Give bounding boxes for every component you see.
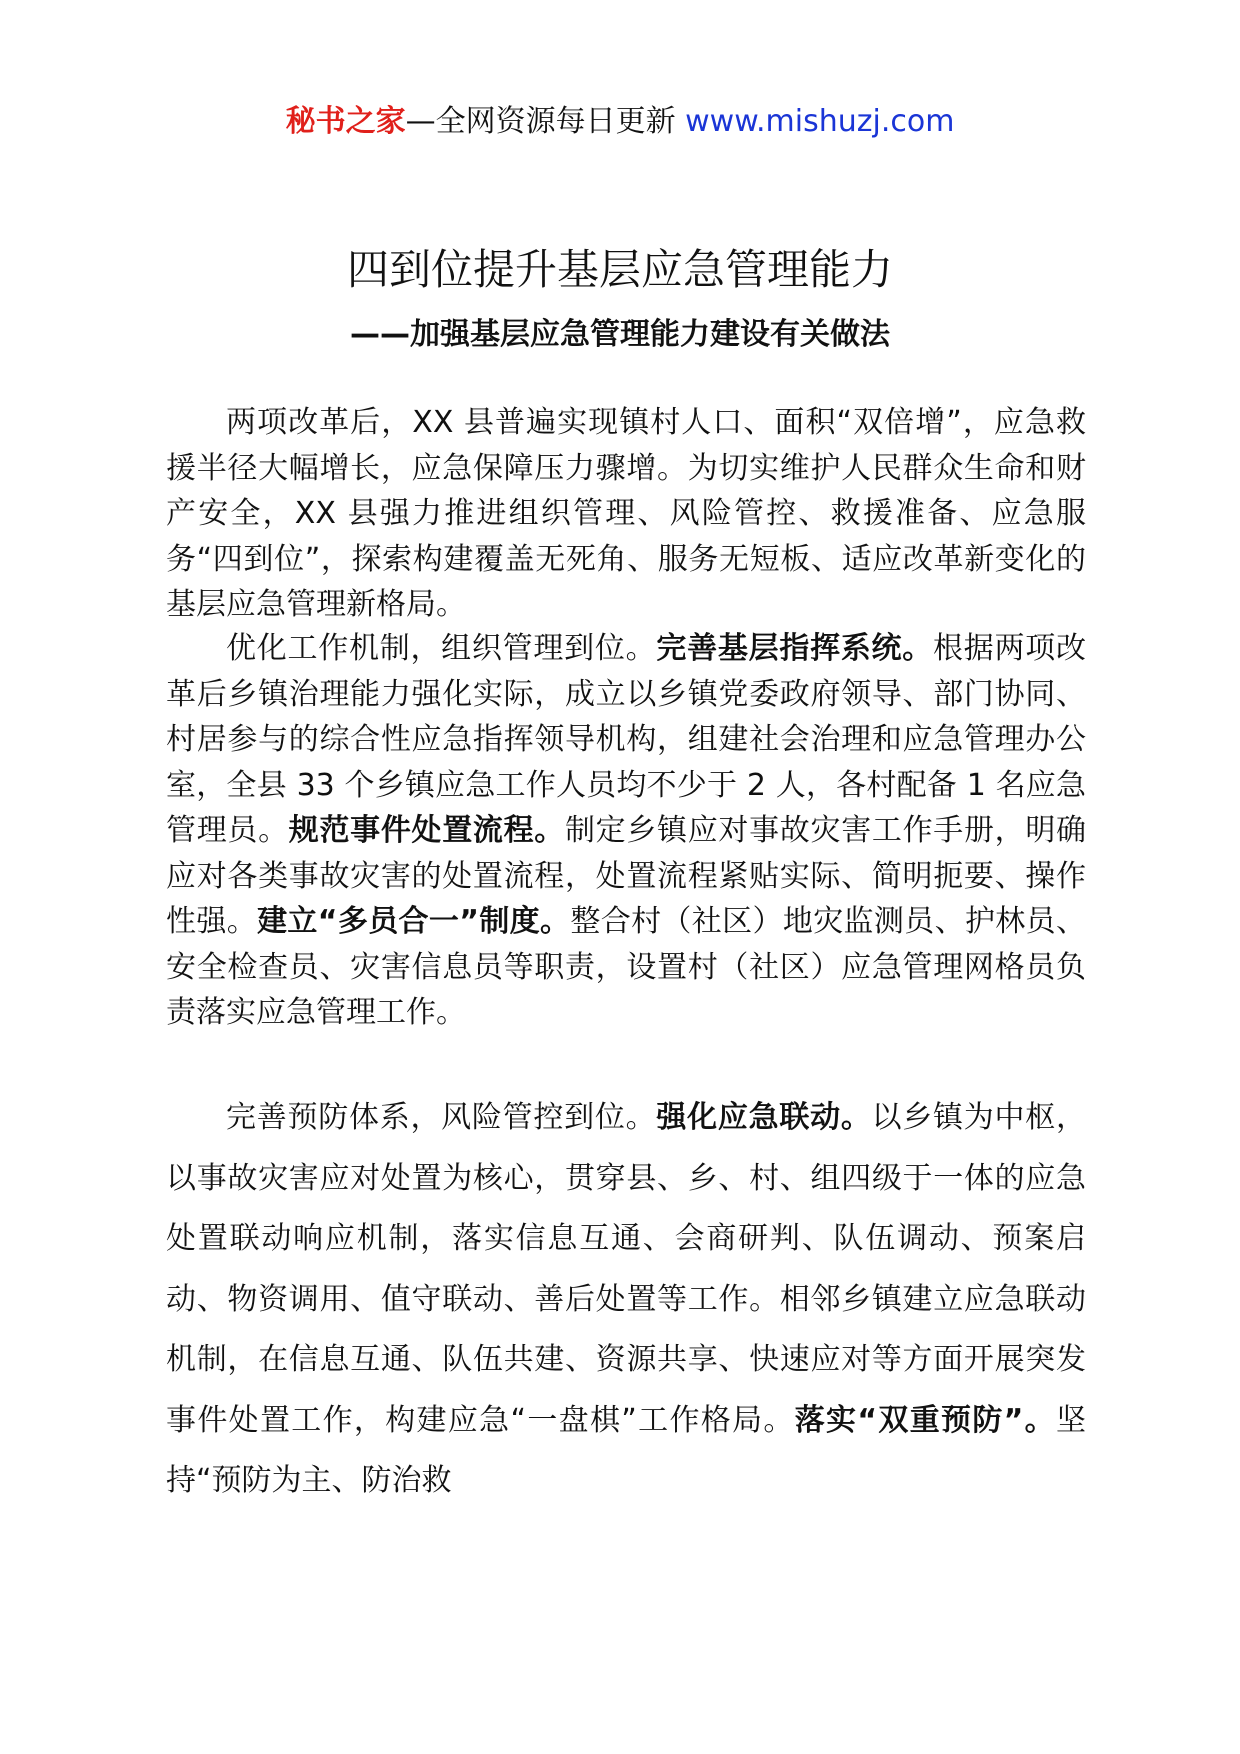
body-span: 根据两项改革后乡镇治理能力强化实际，成立以乡镇党委政府领导、部门协同、村居参与的综合性应急指挥领导机构，组建社会治理和应急管理办公室，全县 33 个乡镇应急工作人员均不少于 2 人，各村配备 1 名应急管理员。 — [166, 631, 1087, 848]
body-span: 坚持“预防为主、防治救 — [166, 1402, 1086, 1498]
brand-name: 秘书之家 — [285, 104, 406, 139]
body-span: 以乡镇为中枢，以事故灾害应对处置为核心，贯穿县、乡、村、组四级于一体的应急处置联动响应机制，落实信息互通、会商研判、队伍调动、预案启动、物资调用、值守联动、善后处置等工作。相邻乡镇建立应急联动机制，在信息互通、队伍共建、资源共享、快速应对等方面开展突发事件处置工作，构建应急“一盘棋”工作格局。 — [166, 1100, 1087, 1438]
body-span: 制定乡镇应对事故灾害工作手册，明确应对各类事故灾害的处置流程，处置流程紧贴实际、简明扼要、操作性强。 — [166, 813, 1087, 939]
website-link[interactable]: www.mishuzj.com — [685, 104, 955, 139]
section-lead: 完善预防体系，风险管控到位。 — [226, 1100, 657, 1135]
document-title: 四到位提升基层应急管理能力 — [346, 245, 893, 294]
organization-text — [166, 626, 1086, 1036]
bold-heading: 规范事件处置流程。 — [288, 813, 565, 848]
bold-heading: 强化应急联动。 — [656, 1100, 872, 1135]
site-header — [0, 100, 1240, 144]
document-subtitle: ——加强基层应急管理能力建设有关做法 — [350, 317, 890, 352]
paragraph-intro — [166, 400, 1086, 628]
bold-heading: 完善基层指挥系统。 — [656, 631, 934, 666]
bold-heading: 建立“多员合一”制度。 — [257, 904, 571, 939]
section-lead: 优化工作机制，组织管理到位。 — [226, 631, 657, 666]
paragraph-organization — [166, 626, 1086, 1036]
intro-text: 两项改革后，XX 县普遍实现镇村人口、面积“双倍增”，应急救援半径大幅增长，应急保障压力骤增。为切实维护人民群众生命和财产安全，XX 县强力推进组织管理、风险管控、救援准备、应急服务“四到位”，探索构建覆盖无死角、服务无短板、适应改革新变化的基层应急管理新格局。 — [166, 405, 1086, 622]
body-span: 整合村（社区）地灾监测员、护林员、安全检查员、灾害信息员等职责，设置村（社区）应急管理网格员负责落实应急管理工作。 — [166, 904, 1087, 1030]
bold-heading: 落实“双重预防”。 — [794, 1402, 1056, 1438]
header-tagline: —全网资源每日更新 — [405, 104, 686, 139]
paragraph-prevention — [166, 1088, 1086, 1512]
prevention-text — [166, 1088, 1086, 1512]
